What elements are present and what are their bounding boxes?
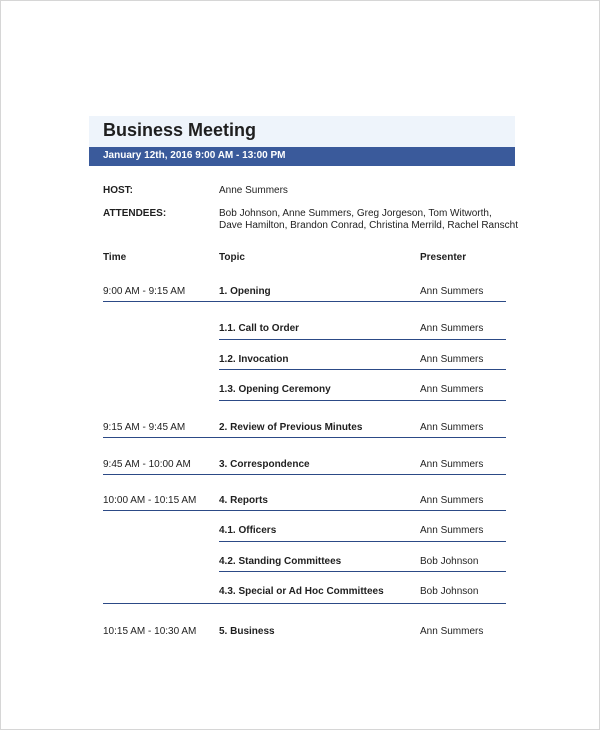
agenda-topic: 3. Correspondence — [219, 459, 310, 470]
agenda-presenter: Ann Summers — [420, 495, 484, 506]
agenda-presenter: Ann Summers — [420, 525, 484, 536]
row-divider — [103, 437, 506, 438]
agenda-presenter: Bob Johnson — [420, 556, 479, 567]
agenda-topic: 2. Review of Previous Minutes — [219, 422, 363, 433]
time-column-header: Time — [103, 252, 127, 263]
attendees-line-2: Dave Hamilton, Brandon Conrad, Christina Merrild, Rachel Ranscht — [219, 220, 519, 231]
agenda-time: 9:15 AM - 9:45 AM — [103, 422, 186, 433]
agenda-time: 10:00 AM - 10:15 AM — [103, 495, 197, 506]
agenda-presenter: Bob Johnson — [420, 586, 479, 597]
agenda-topic: 1.1. Call to Order — [219, 323, 300, 334]
row-divider — [219, 571, 506, 572]
row-divider — [219, 339, 506, 340]
agenda-presenter: Ann Summers — [420, 286, 484, 297]
agenda-presenter: Ann Summers — [420, 354, 484, 365]
agenda-topic: 1.2. Invocation — [219, 354, 289, 365]
agenda-topic: 1.3. Opening Ceremony — [219, 384, 331, 395]
row-divider — [103, 474, 506, 475]
row-divider — [103, 301, 506, 302]
presenter-column-header: Presenter — [420, 252, 467, 263]
meeting-date: January 12th, 2016 9:00 AM - 13:00 PM — [103, 150, 286, 161]
row-divider — [219, 541, 506, 542]
row-divider — [103, 603, 506, 604]
host-label: HOST: — [103, 185, 133, 196]
agenda-topic: 4.3. Special or Ad Hoc Committees — [219, 586, 384, 597]
title-banner — [89, 116, 515, 147]
row-divider — [219, 400, 506, 401]
agenda-time: 10:15 AM - 10:30 AM — [103, 626, 197, 637]
agenda-topic: 4. Reports — [219, 495, 268, 506]
agenda-topic: 4.1. Officers — [219, 525, 277, 536]
attendees-line-1: Bob Johnson, Anne Summers, Greg Jorgeson, Tom Witworth, — [219, 208, 492, 219]
host-value: Anne Summers — [219, 185, 288, 196]
agenda-time: 9:00 AM - 9:15 AM — [103, 286, 186, 297]
agenda-presenter: Ann Summers — [420, 422, 484, 433]
agenda-topic: 1. Opening — [219, 286, 271, 297]
date-banner — [89, 147, 515, 166]
agenda-presenter: Ann Summers — [420, 626, 484, 637]
agenda-time: 9:45 AM - 10:00 AM — [103, 459, 191, 470]
page-title: Business Meeting — [103, 120, 257, 140]
agenda-presenter: Ann Summers — [420, 459, 484, 470]
attendees-label: ATTENDEES: — [103, 208, 167, 219]
agenda-presenter: Ann Summers — [420, 323, 484, 334]
agenda-topic: 4.2. Standing Committees — [219, 556, 342, 567]
agenda-presenter: Ann Summers — [420, 384, 484, 395]
agenda-topic: 5. Business — [219, 626, 275, 637]
topic-column-header: Topic — [219, 252, 245, 263]
row-divider — [219, 369, 506, 370]
row-divider — [103, 510, 506, 511]
